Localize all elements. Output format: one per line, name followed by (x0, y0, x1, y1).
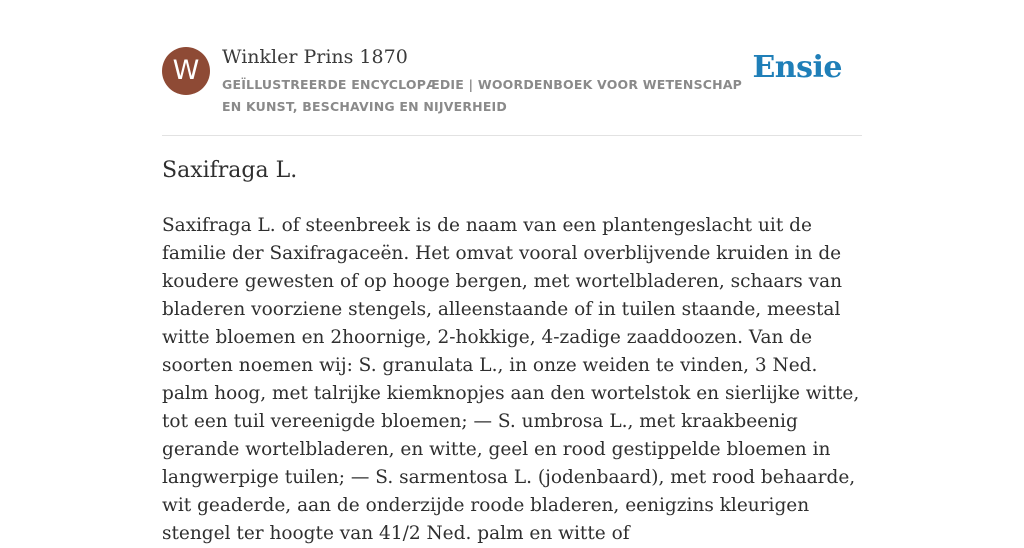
source-subtitle: GEÏLLUSTREERDE ENCYCLOPÆDIE | WOORDENBOEK VOOR WETENSCHAP EN KUNST, BESCHAVING EN NIJVERHEID (222, 77, 743, 114)
source-title[interactable]: Winkler Prins 1870 (222, 46, 408, 68)
source-header (162, 44, 862, 136)
source-avatar[interactable]: W (162, 47, 210, 95)
ensie-logo[interactable]: Ensie (752, 50, 842, 85)
entry-title: Saxifraga L. (162, 158, 298, 183)
header-divider (162, 135, 862, 136)
entry-body: Saxifraga L. of steenbreek is de naam van een plantengeslacht uit de familie der Saxifragaceën. Het omvat vooral overblijvende kruiden in de koudere gewesten of op hooge bergen, met wortelbladeren, schaars van bladeren voorziene stengels, alleenstaande of in tuilen staande, meestal witte bloemen en 2hoornige, 2-hokkige, 4-zadige zaaddoozen. Van de soorten noemen wij: S. granulata L., in onze weiden te vinden, 3 Ned. palm hoog, met talrijke kiemknopjes aan den wortelstok en sierlijke witte, tot een tuil vereenigde bloemen; — S. umbrosa L., met kraakbeenig gerande wortelbladeren, en witte, geel en rood gestippelde bloemen in langwerpige tuilen; — S. sarmentosa L. (jodenbaard), met rood behaarde, wit geaderde, aan de onderzijde roode bladeren, eenigzins kleurigen stengel ter hoogte van 41/2 Ned. palm en witte of (162, 215, 860, 544)
